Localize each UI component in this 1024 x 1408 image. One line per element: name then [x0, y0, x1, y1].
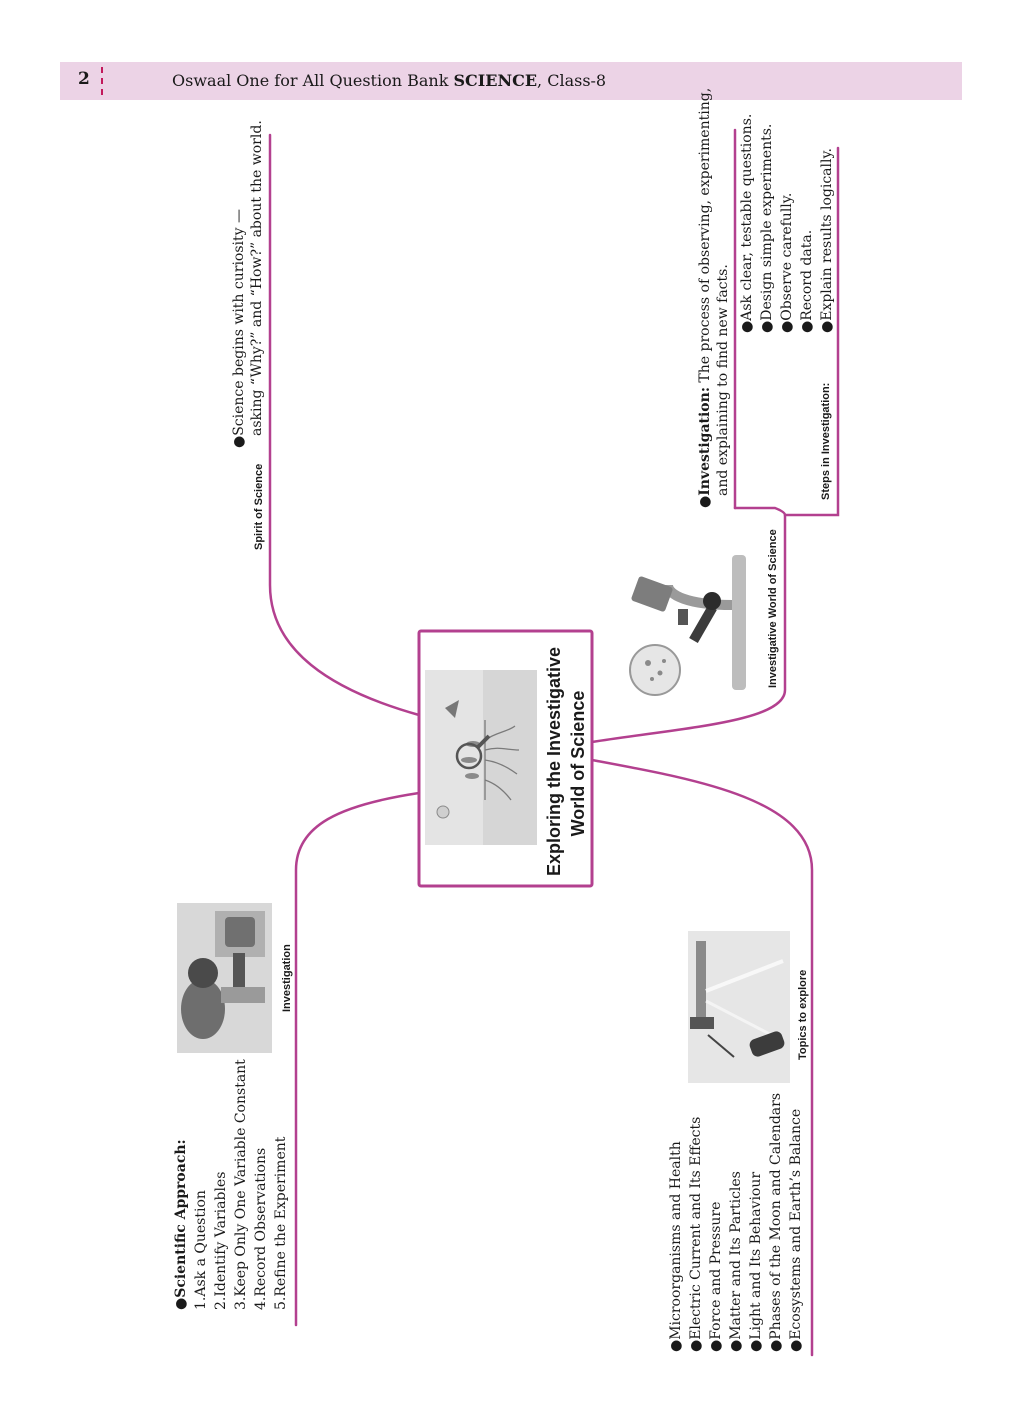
- step-item: ●Ask clear, testable questions.: [739, 113, 755, 333]
- spirit-line2: asking “Why?” and “How?” about the world.: [249, 120, 265, 436]
- investigation-branch-label: Investigation: [281, 944, 293, 1012]
- light-refraction-photo: [688, 931, 790, 1083]
- steps-label: Steps in Investigation:: [820, 382, 832, 500]
- approach-step: 2.Identify Variables: [213, 1171, 229, 1310]
- scientific-approach-heading: ●Scientific Approach:: [173, 1139, 189, 1310]
- topic-item: ●Force and Pressure: [708, 1201, 724, 1352]
- investigation-branch-line: [296, 793, 419, 1325]
- center-title-line1: Exploring the Investigative: [544, 646, 564, 876]
- investigation-def-line2: and explaining to find new facts.: [715, 264, 731, 496]
- page-number: 2: [78, 69, 90, 89]
- step-item: ●Explain results logically.: [819, 148, 835, 333]
- header-title-suffix: , Class-8: [537, 71, 607, 90]
- spirit-branch-label: Spirit of Science: [253, 463, 265, 550]
- topic-item: ●Microorganisms and Health: [668, 1141, 684, 1352]
- topics-branch-label: Topics to explore: [797, 969, 809, 1060]
- header-title-prefix: Oswaal One for All Question Bank: [172, 71, 454, 90]
- topics-list: [666, 1093, 806, 1352]
- topic-item: ●Ecosystems and Earth’s Balance: [788, 1108, 804, 1352]
- center-image: [425, 670, 537, 845]
- approach-step: 3.Keep Only One Variable Constant: [233, 1059, 249, 1310]
- investigation-def-line1: [696, 88, 714, 508]
- topic-item: ●Electric Current and Its Effects: [688, 1116, 704, 1352]
- step-item: ●Design simple experiments.: [759, 123, 775, 333]
- microscope-icon: [628, 545, 750, 705]
- scientific-approach: [171, 1059, 291, 1310]
- approach-step: 5.Refine the Experiment: [273, 1136, 289, 1310]
- investigation-def-rest: The process of observing, experimenting,: [697, 87, 713, 388]
- step-item: ●Observe carefully.: [779, 192, 795, 333]
- steps-list: [737, 114, 837, 333]
- spirit-text: [230, 120, 266, 448]
- investigative-branch-label: Investigative World of Science: [767, 529, 779, 688]
- header-title-bold: SCIENCE: [453, 71, 538, 90]
- spirit-branch-line: [270, 135, 419, 715]
- center-title-line2: World of Science: [568, 690, 588, 837]
- center-title: [542, 646, 590, 876]
- topic-item: ●Light and Its Behaviour: [748, 1171, 764, 1352]
- investigation-definition: [696, 88, 732, 508]
- topic-item: ●Phases of the Moon and Calendars: [768, 1093, 784, 1352]
- investigation-def-bold: ●Investigation:: [697, 387, 713, 508]
- spirit-line1: ●Science begins with curiosity —: [231, 209, 247, 448]
- approach-step: 1.Ask a Question: [193, 1190, 209, 1310]
- approach-step: 4.Record Observations: [253, 1147, 269, 1310]
- topic-item: ●Matter and Its Particles: [728, 1171, 744, 1352]
- step-item: ●Record data.: [799, 229, 815, 333]
- student-microscope-photo: [177, 903, 272, 1053]
